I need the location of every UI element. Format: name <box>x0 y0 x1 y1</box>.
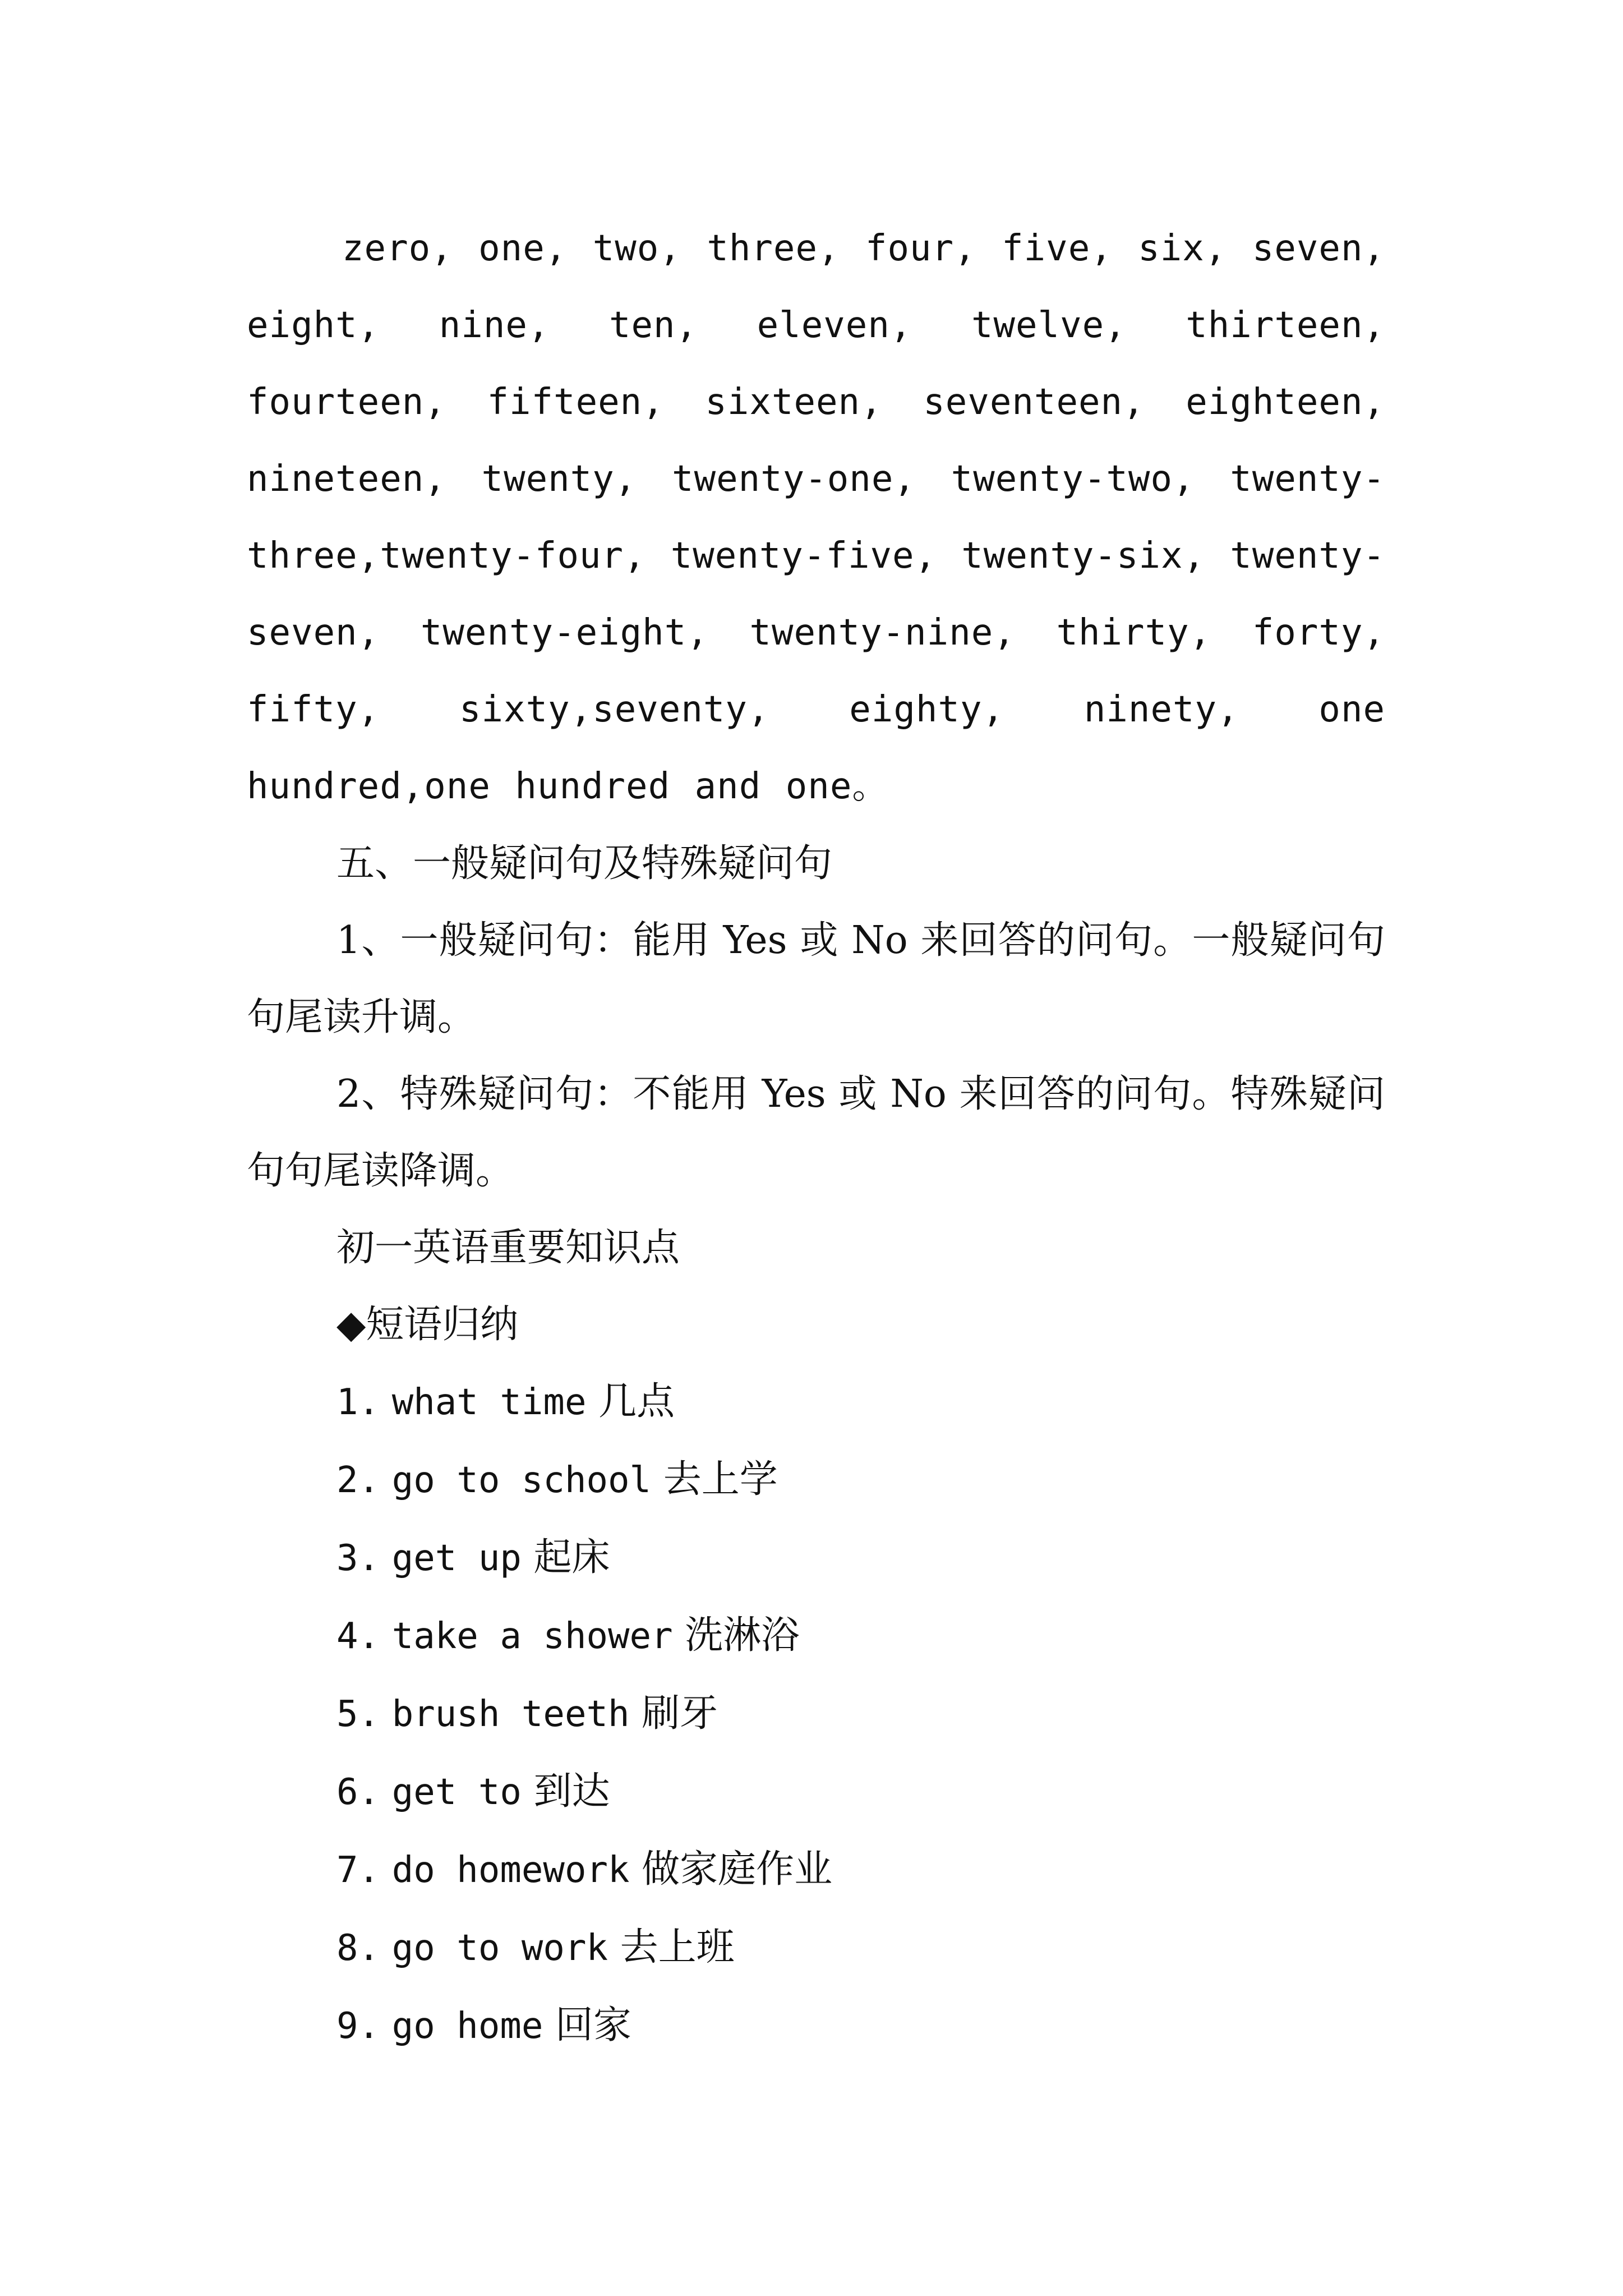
item-number: 8. <box>336 1927 380 1969</box>
list-item <box>247 1363 1385 1441</box>
list-item <box>247 1597 1385 1675</box>
item-chinese: 回家 <box>555 2003 632 2047</box>
subtitle: 初一英语重要知识点 <box>336 1226 680 1270</box>
list-item <box>247 1675 1385 1753</box>
item-english: get to <box>391 1772 522 1813</box>
phrases-heading: ◆短语归纳 <box>336 1303 519 1347</box>
item-chinese: 去上班 <box>620 1925 735 1970</box>
list-item <box>247 1519 1385 1597</box>
item-chinese: 洗淋浴 <box>685 1613 800 1658</box>
list-item <box>247 1987 1385 2065</box>
item-english: brush teeth <box>391 1694 630 1735</box>
item-chinese: 到达 <box>533 1769 610 1814</box>
item-english: what time <box>391 1382 587 1423</box>
item-number: 5. <box>336 1694 380 1735</box>
list-item <box>247 1441 1385 1519</box>
item-number: 7. <box>336 1849 380 1891</box>
document-content <box>247 210 1385 2065</box>
section-heading: 五、一般疑问句及特殊疑问句 <box>336 841 833 886</box>
item-english: take a shower <box>391 1616 673 1657</box>
list-item <box>247 1753 1385 1831</box>
rule-general-question: 1、一般疑问句：能用 Yes 或 No 来回答的问句。一般疑问句句尾读升调。 <box>247 918 1385 1039</box>
item-number: 6. <box>336 1772 380 1813</box>
phrase-list <box>247 1363 1385 2065</box>
item-number: 9. <box>336 2005 380 2047</box>
item-chinese: 几点 <box>598 1379 675 1424</box>
item-english: go to work <box>391 1927 608 1969</box>
list-item <box>247 1909 1385 1987</box>
item-chinese: 刷牙 <box>642 1691 718 1736</box>
rule-special-question: 2、特殊疑问句：不能用 Yes 或 No 来回答的问句。特殊疑问句句尾读降调。 <box>247 1072 1385 1193</box>
list-item <box>247 1831 1385 1909</box>
item-number: 4. <box>336 1616 380 1657</box>
item-chinese: 去上学 <box>663 1457 778 1502</box>
item-english: go to school <box>391 1460 652 1501</box>
item-chinese: 做家庭作业 <box>642 1847 833 1892</box>
item-english: go home <box>391 2005 543 2047</box>
numbers-paragraph: zero, one, two, three, four, five, six, seven, eight, nine, ten, eleven, twelve, thirteen, fourteen, fifteen, sixteen, seventeen, eighteen, nineteen, twenty, twenty-one, twenty-two, twenty-three,twenty-four, twenty-five, twenty-six, twenty-seven, twenty-eight, twenty-nine, thirty, forty, fifty, sixty,seventy, eighty, ninety, one hundred,one hundred and one。 <box>247 228 1385 807</box>
item-number: 2. <box>336 1460 380 1501</box>
item-number: 3. <box>336 1538 380 1579</box>
item-english: do homework <box>391 1849 630 1891</box>
item-number: 1. <box>336 1382 380 1423</box>
item-chinese: 起床 <box>533 1535 610 1580</box>
item-english: get up <box>391 1538 522 1579</box>
